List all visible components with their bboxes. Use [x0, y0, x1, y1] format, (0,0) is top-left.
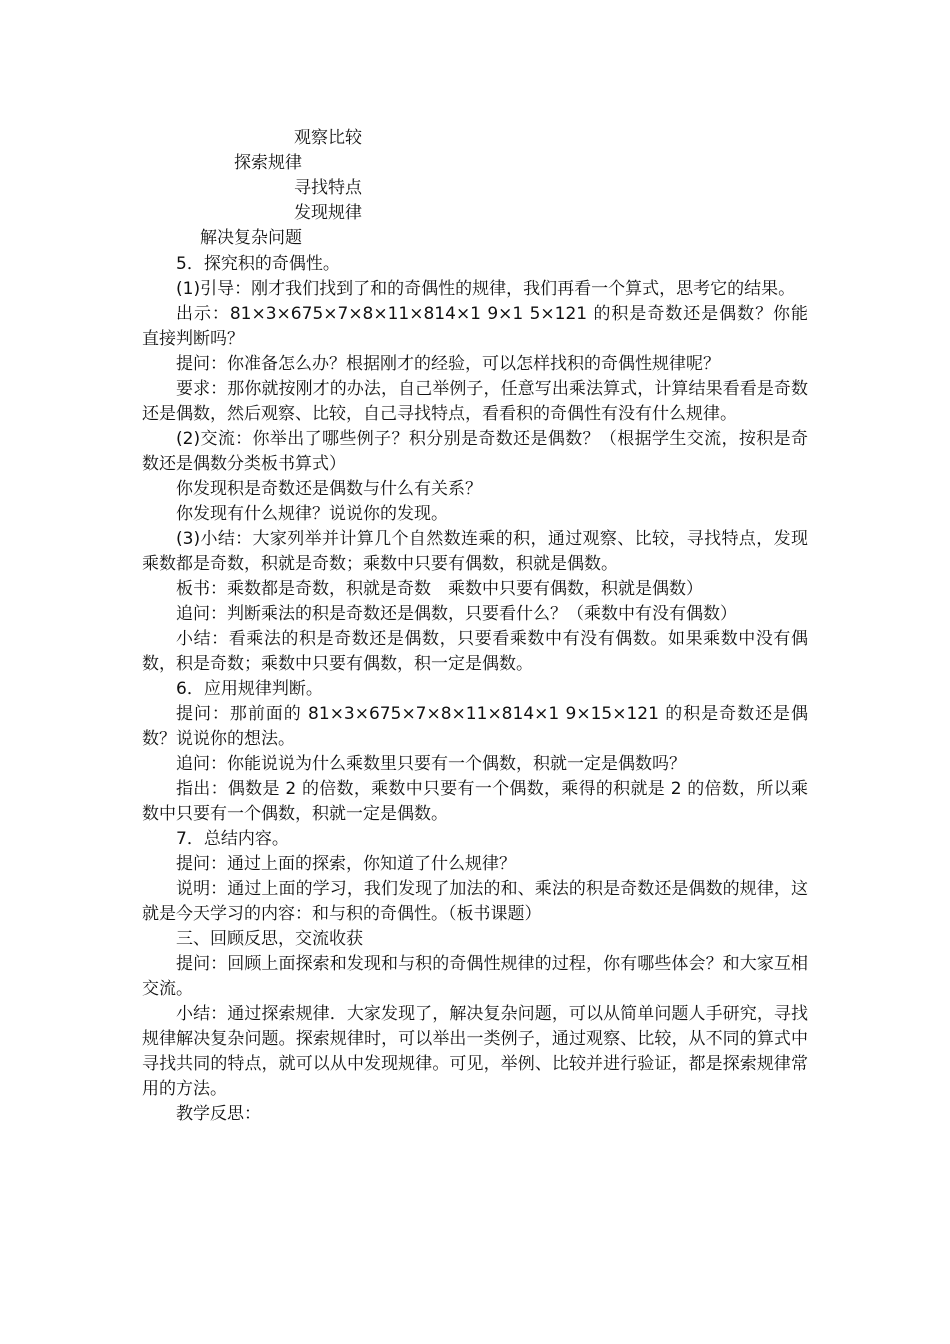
- section-heading: 三、回顾反思，交流收获: [176, 929, 363, 949]
- paragraph: 追问：你能说说为什么乘数里只要有一个偶数，积就一定是偶数吗？: [176, 754, 686, 774]
- paragraph: 你发现有什么规律？说说你的发现。: [176, 504, 448, 524]
- section-heading: 6．应用规律判断。: [176, 679, 323, 699]
- paragraph: 提问：通过上面的探索，你知道了什么规律？: [176, 854, 516, 874]
- paragraph: 提问：那前面的 81×3×675×7×8×11×814×1 9×15×121 的积是奇数还是偶数？说说你的想法。: [142, 704, 808, 749]
- paragraph: 要求：那你就按刚才的办法，自己举例子，任意写出乘法算式，计算结果看看是奇数还是偶数，然后观察、比较，自己寻找特点，看看积的奇偶性有没有什么规律。: [142, 379, 808, 424]
- paragraph: 指出：偶数是 2 的倍数，乘数中只要有一个偶数，乘得的积就是 2 的倍数，所以乘数中只要有一个偶数，积就一定是偶数。: [142, 779, 808, 824]
- outline-item: 解决复杂问题: [200, 228, 302, 248]
- outline-item: 寻找特点: [294, 178, 362, 198]
- lesson-body: [142, 252, 808, 1127]
- outline-item: 观察比较: [294, 128, 362, 148]
- paragraph: (2)交流：你举出了哪些例子？积分别是奇数还是偶数？（根据学生交流，按积是奇数还是偶数分类板书算式）: [142, 429, 808, 474]
- paragraph: (1)引导：刚才我们找到了和的奇偶性的规律，我们再看一个算式，思考它的结果。: [176, 279, 796, 299]
- paragraph: (3)小结：大家列举并计算几个自然数连乘的积，通过观察、比较，寻找特点，发现乘数都是奇数，积就是奇数；乘数中只要有偶数，积就是偶数。: [142, 529, 808, 574]
- paragraph: 提问：回顾上面探索和发现和与积的奇偶性规律的过程，你有哪些体会？和大家互相交流。: [142, 954, 808, 999]
- paragraph: 出示：81×3×675×7×8×11×814×1 9×1 5×121 的积是奇数还是偶数？你能直接判断吗？: [142, 304, 808, 349]
- outline-item: 发现规律: [294, 203, 362, 223]
- paragraph: 板书：乘数都是奇数，积就是奇数 乘数中只要有偶数，积就是偶数）: [176, 579, 703, 599]
- section-heading: 5．探究积的奇偶性。: [176, 254, 340, 274]
- section-heading: 7．总结内容。: [176, 829, 289, 849]
- paragraph: 教学反思：: [176, 1104, 261, 1124]
- paragraph: 你发现积是奇数还是偶数与什么有关系？: [176, 479, 482, 499]
- paragraph: 说明：通过上面的学习，我们发现了加法的和、乘法的积是奇数还是偶数的规律，这就是今天学习的内容：和与积的奇偶性。（板书课题）: [142, 879, 808, 924]
- paragraph: 提问：你准备怎么办？根据刚才的经验，可以怎样找积的奇偶性规律呢？: [176, 354, 720, 374]
- paragraph: 小结：看乘法的积是奇数还是偶数，只要看乘数中有没有偶数。如果乘数中没有偶数，积是奇数；乘数中只要有偶数，积一定是偶数。: [142, 629, 808, 674]
- paragraph: 小结：通过探索规律．大家发现了，解决复杂问题，可以从简单问题人手研究，寻找规律解决复杂问题。探索规律时，可以举出一类例子，通过观察、比较，从不同的算式中寻找共同的特点，就可以从中发现规律。可见，举例、比较并进行验证，都是探索规律常用的方法。: [142, 1004, 808, 1099]
- outline-item: 探索规律: [234, 153, 302, 173]
- paragraph: 追问：判断乘法的积是奇数还是偶数，只要看什么？（乘数中有没有偶数）: [176, 604, 737, 624]
